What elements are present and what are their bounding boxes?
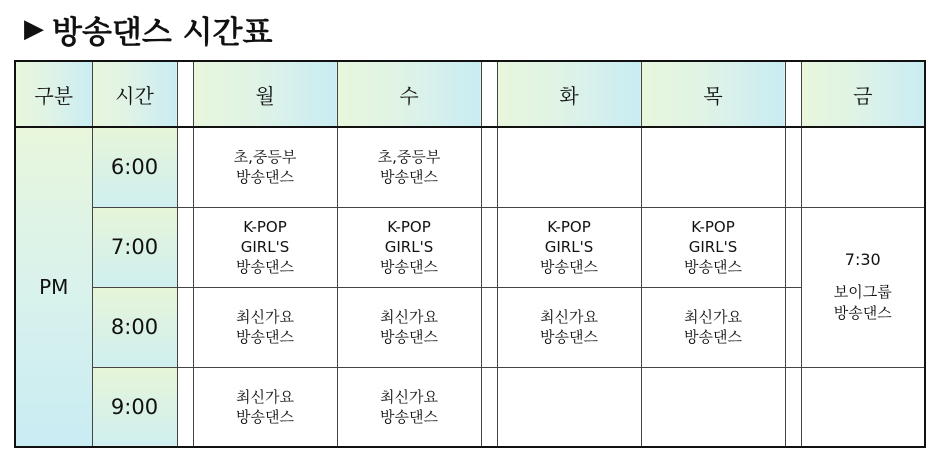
page-title bbox=[24, 6, 272, 52]
class-line: GIRL'S bbox=[544, 238, 594, 256]
class-cell-thu bbox=[641, 207, 785, 287]
class-cell-thu-empty bbox=[641, 367, 785, 447]
class-line: 방송댄스 bbox=[236, 328, 294, 346]
class-cell-fri-empty bbox=[801, 127, 925, 207]
time-cell: 6:00 bbox=[92, 127, 177, 207]
class-cell-mon bbox=[193, 127, 337, 207]
page-title-text: 방송댄스 시간표 bbox=[52, 14, 273, 51]
class-cell-wed bbox=[337, 207, 481, 287]
class-cell-mon bbox=[193, 367, 337, 447]
class-line: 최신가요 bbox=[380, 387, 438, 406]
class-line: 방송댄스 bbox=[833, 304, 892, 322]
class-line: 방송댄스 bbox=[380, 407, 438, 426]
class-cell-tue bbox=[497, 287, 641, 367]
period-label: PM bbox=[15, 127, 92, 447]
class-cell-tue-empty bbox=[497, 367, 641, 447]
spacer-cell bbox=[785, 207, 801, 287]
spacer-cell bbox=[177, 207, 193, 287]
class-cell-wed bbox=[337, 127, 481, 207]
time-cell: 7:00 bbox=[92, 207, 177, 287]
class-line: 방송댄스 bbox=[236, 168, 294, 187]
class-line: GIRL'S bbox=[240, 238, 290, 256]
class-cell-mon bbox=[193, 207, 337, 287]
class-line: 방송댄스 bbox=[380, 328, 438, 346]
spacer-column bbox=[177, 61, 193, 127]
class-cell-mon bbox=[193, 287, 337, 367]
header-category: 구분 bbox=[15, 61, 92, 127]
schedule-table bbox=[14, 60, 924, 448]
header-day-tue: 화 bbox=[497, 61, 641, 127]
class-line: K-POP bbox=[691, 218, 735, 236]
spacer-cell bbox=[177, 127, 193, 207]
class-line: 최신가요 bbox=[540, 308, 598, 326]
class-line: 방송댄스 bbox=[684, 258, 742, 276]
spacer-cell bbox=[481, 367, 497, 447]
table-row bbox=[15, 127, 925, 207]
class-line: K-POP bbox=[547, 218, 591, 236]
header-day-thu: 목 bbox=[641, 61, 785, 127]
class-line: K-POP bbox=[243, 218, 287, 236]
class-line: 최신가요 bbox=[236, 387, 294, 406]
class-line: 방송댄스 bbox=[684, 328, 742, 346]
class-line: 최신가요 bbox=[380, 308, 438, 326]
time-cell: 8:00 bbox=[92, 287, 177, 367]
triangle-marker-icon: ▶ bbox=[24, 14, 44, 44]
spacer-cell bbox=[481, 287, 497, 367]
class-cell-wed bbox=[337, 287, 481, 367]
spacer-column bbox=[481, 61, 497, 127]
class-line: 방송댄스 bbox=[236, 407, 294, 426]
class-cell-thu bbox=[641, 287, 785, 367]
header-day-fri: 금 bbox=[801, 61, 925, 127]
header-day-wed: 수 bbox=[337, 61, 481, 127]
class-cell-fri bbox=[801, 207, 925, 367]
spacer-cell bbox=[481, 127, 497, 207]
class-line: 방송댄스 bbox=[380, 258, 438, 276]
class-line: 방송댄스 bbox=[380, 168, 438, 187]
table-row bbox=[15, 207, 925, 287]
class-line: 최신가요 bbox=[684, 308, 742, 326]
spacer-cell bbox=[481, 207, 497, 287]
class-line: 최신가요 bbox=[236, 308, 294, 326]
class-cell-tue bbox=[497, 207, 641, 287]
table-row bbox=[15, 367, 925, 447]
class-line: 초,중등부 bbox=[377, 148, 441, 167]
spacer-cell bbox=[177, 287, 193, 367]
spacer-cell bbox=[785, 127, 801, 207]
class-line: 보이그룹 bbox=[833, 283, 892, 301]
spacer-cell bbox=[785, 287, 801, 367]
class-cell-tue-empty bbox=[497, 127, 641, 207]
fri-time: 7:30 bbox=[844, 250, 881, 269]
class-cell-wed bbox=[337, 367, 481, 447]
class-line: 초,중등부 bbox=[233, 148, 297, 167]
spacer-column bbox=[785, 61, 801, 127]
time-cell: 9:00 bbox=[92, 367, 177, 447]
spacer-cell bbox=[177, 367, 193, 447]
header-day-mon: 월 bbox=[193, 61, 337, 127]
class-line: K-POP bbox=[387, 218, 431, 236]
class-cell-thu-empty bbox=[641, 127, 785, 207]
header-time: 시간 bbox=[92, 61, 177, 127]
table-row bbox=[15, 287, 925, 367]
class-line: 방송댄스 bbox=[540, 258, 598, 276]
class-line: 방송댄스 bbox=[540, 328, 598, 346]
class-cell-fri-empty bbox=[801, 367, 925, 447]
class-line: 방송댄스 bbox=[236, 258, 294, 276]
spacer-cell bbox=[785, 367, 801, 447]
class-line: GIRL'S bbox=[384, 238, 434, 256]
class-line: GIRL'S bbox=[688, 238, 738, 256]
